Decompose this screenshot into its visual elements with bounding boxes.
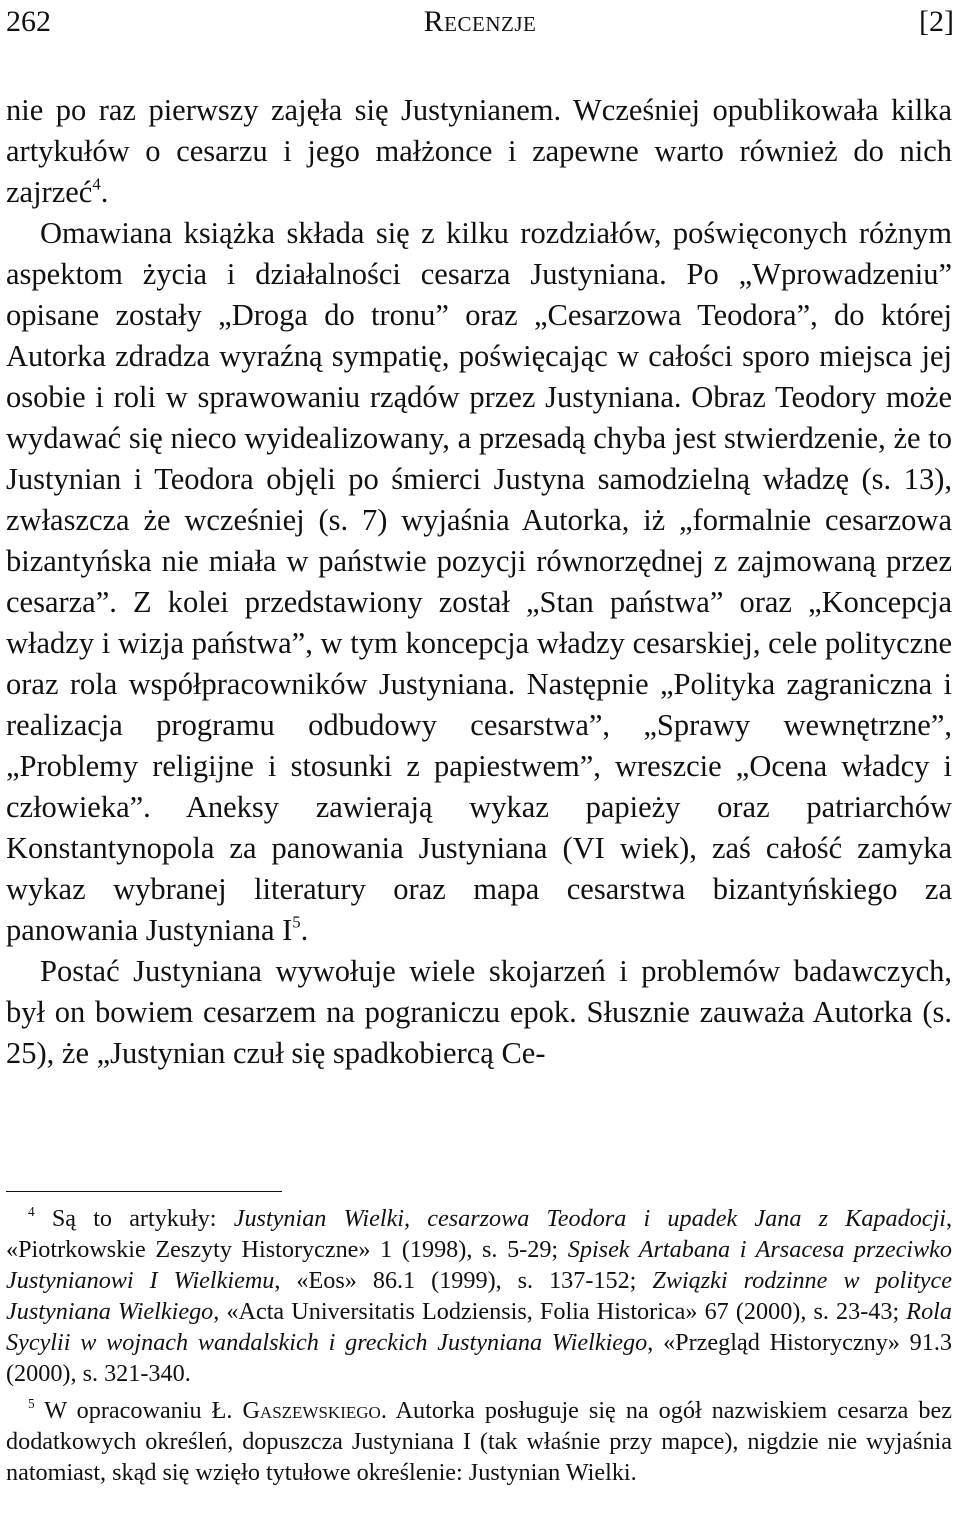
footnotes: [6, 1203, 952, 1494]
footnote-text: , «Przegląd Historyczny» 91.3 (2000), s. 321-340.: [6, 1329, 952, 1387]
footnote-text: W opracowaniu Ł.: [34, 1397, 243, 1424]
footnote-text: . Autorka posługuje się na ogół nazwiskiem cesarza bez dodatkowych określeń, dopuszcza Justyniana I (tak właśnie przy mapce), nigdzie nie wyjaśnia natomiast, skąd się wzięło tytułowe określenie: Justynian Wielki.: [6, 1397, 952, 1486]
footnote-text: , «Piotrkowskie Zeszyty Historyczne» 1 (1998), s. 5-29;: [6, 1205, 953, 1263]
paragraph-text: Postać Justyniana wywołuje wiele skojarzeń i problemów badawczych, był on bowiem cesarzem na pograniczu epok. Słusznie zauważa Autorka (s. 25), że „Justynian czuł się spadkobiercą Ce-: [6, 954, 952, 1070]
footnote-4: [6, 1203, 952, 1389]
footnote-ref-5: 5: [292, 912, 301, 932]
paragraph-continuation: [6, 90, 952, 213]
article-title: Rola Sycylii w wojnach wandalskich i greckich Justyniana Wielkiego: [6, 1298, 952, 1356]
footnote-text: , «Acta Universitatis Lodziensis, Folia Historica» 67 (2000), s. 23-43;: [213, 1298, 907, 1325]
article-title: Justynian Wielki, cesarzowa Teodora i upadek Jana z Kapadocji: [233, 1205, 946, 1232]
page-header: [6, 4, 954, 40]
paragraph-text: Omawiana książka składa się z kilku rozdziałów, poświęconych różnym aspektom życia i działalności cesarza Justyniana. Po „Wprowadzeniu” opisane zostały „Droga do tronu” oraz „Cesarzowa Teodora”, do której Autorka zdradza wyraźną sympatię, poświęcając w całości sporo miejsca jej osobie i roli w sprawowaniu rządów przez Justyniana. Obraz Teodory może wydawać się nieco wyidealizowany, a przesadą chyba jest stwierdzenie, że to Justynian i Teodora objęli po śmierci Justyna samodzielną władzę (s. 13), zwłaszcza że wcześniej (s. 7) wyjaśnia Autorka, iż „formalnie cesarzowa bizantyńska nie miała w państwie pozycji równorzędnej z zajmowaną przez cesarza”. Z kolei przedstawiony został „Stan państwa” oraz „Koncepcja władzy i wizja państwa”, w tym koncepcja władzy cesarskiej, cele polityczne oraz rola współpracowników Justyniana. Następnie „Polityka zagraniczna i realizacja programu odbudowy cesarstwa”, „Sprawy wewnętrzne”, „Problemy religijne i stosunki z papiestwem”, wreszcie „Ocena władcy i człowieka”. Aneksy zawierają wykaz papieży oraz patriarchów Konstantynopola za panowania Justyniana (VI wiek), zaś całość zamyka wykaz wybranej literatury oraz mapa cesarstwa bizantyńskiego za panowania Justyniana I: [6, 216, 952, 947]
footnote-marker: 5: [28, 1396, 35, 1412]
footnote-separator: [6, 1191, 282, 1192]
footnote-ref-4: 4: [92, 174, 101, 194]
article-title: Związki rodzinne w polityce Justyniana Wielkiego: [6, 1267, 952, 1325]
footnote-text: Są to artykuły:: [34, 1205, 234, 1232]
author-name: Gaszewskiego: [242, 1397, 381, 1424]
paragraph-book-contents: [6, 213, 952, 951]
footnote-5: [6, 1395, 952, 1488]
paragraph-justinian: [6, 951, 952, 1074]
footnote-text: , «Eos» 86.1 (1999), s. 137-152;: [274, 1267, 653, 1294]
running-title: Recenzje: [423, 5, 537, 38]
article-title: Spisek Artabana i Arsacesa przeciwko Justynianowi I Wielkiemu: [6, 1236, 952, 1294]
paragraph-end: .: [300, 913, 309, 947]
section-marker: [2]: [919, 5, 954, 38]
paragraph-end: .: [100, 175, 109, 209]
paragraph-text: nie po raz pierwszy zajęła się Justynianem. Wcześniej opublikowała kilka artykułów o cesarzu i jego małżonce i zapewne warto również do nich zajrzeć: [6, 93, 952, 209]
main-text: [6, 90, 952, 1074]
page-number: 262: [6, 5, 51, 38]
footnote-marker: 4: [28, 1204, 35, 1220]
